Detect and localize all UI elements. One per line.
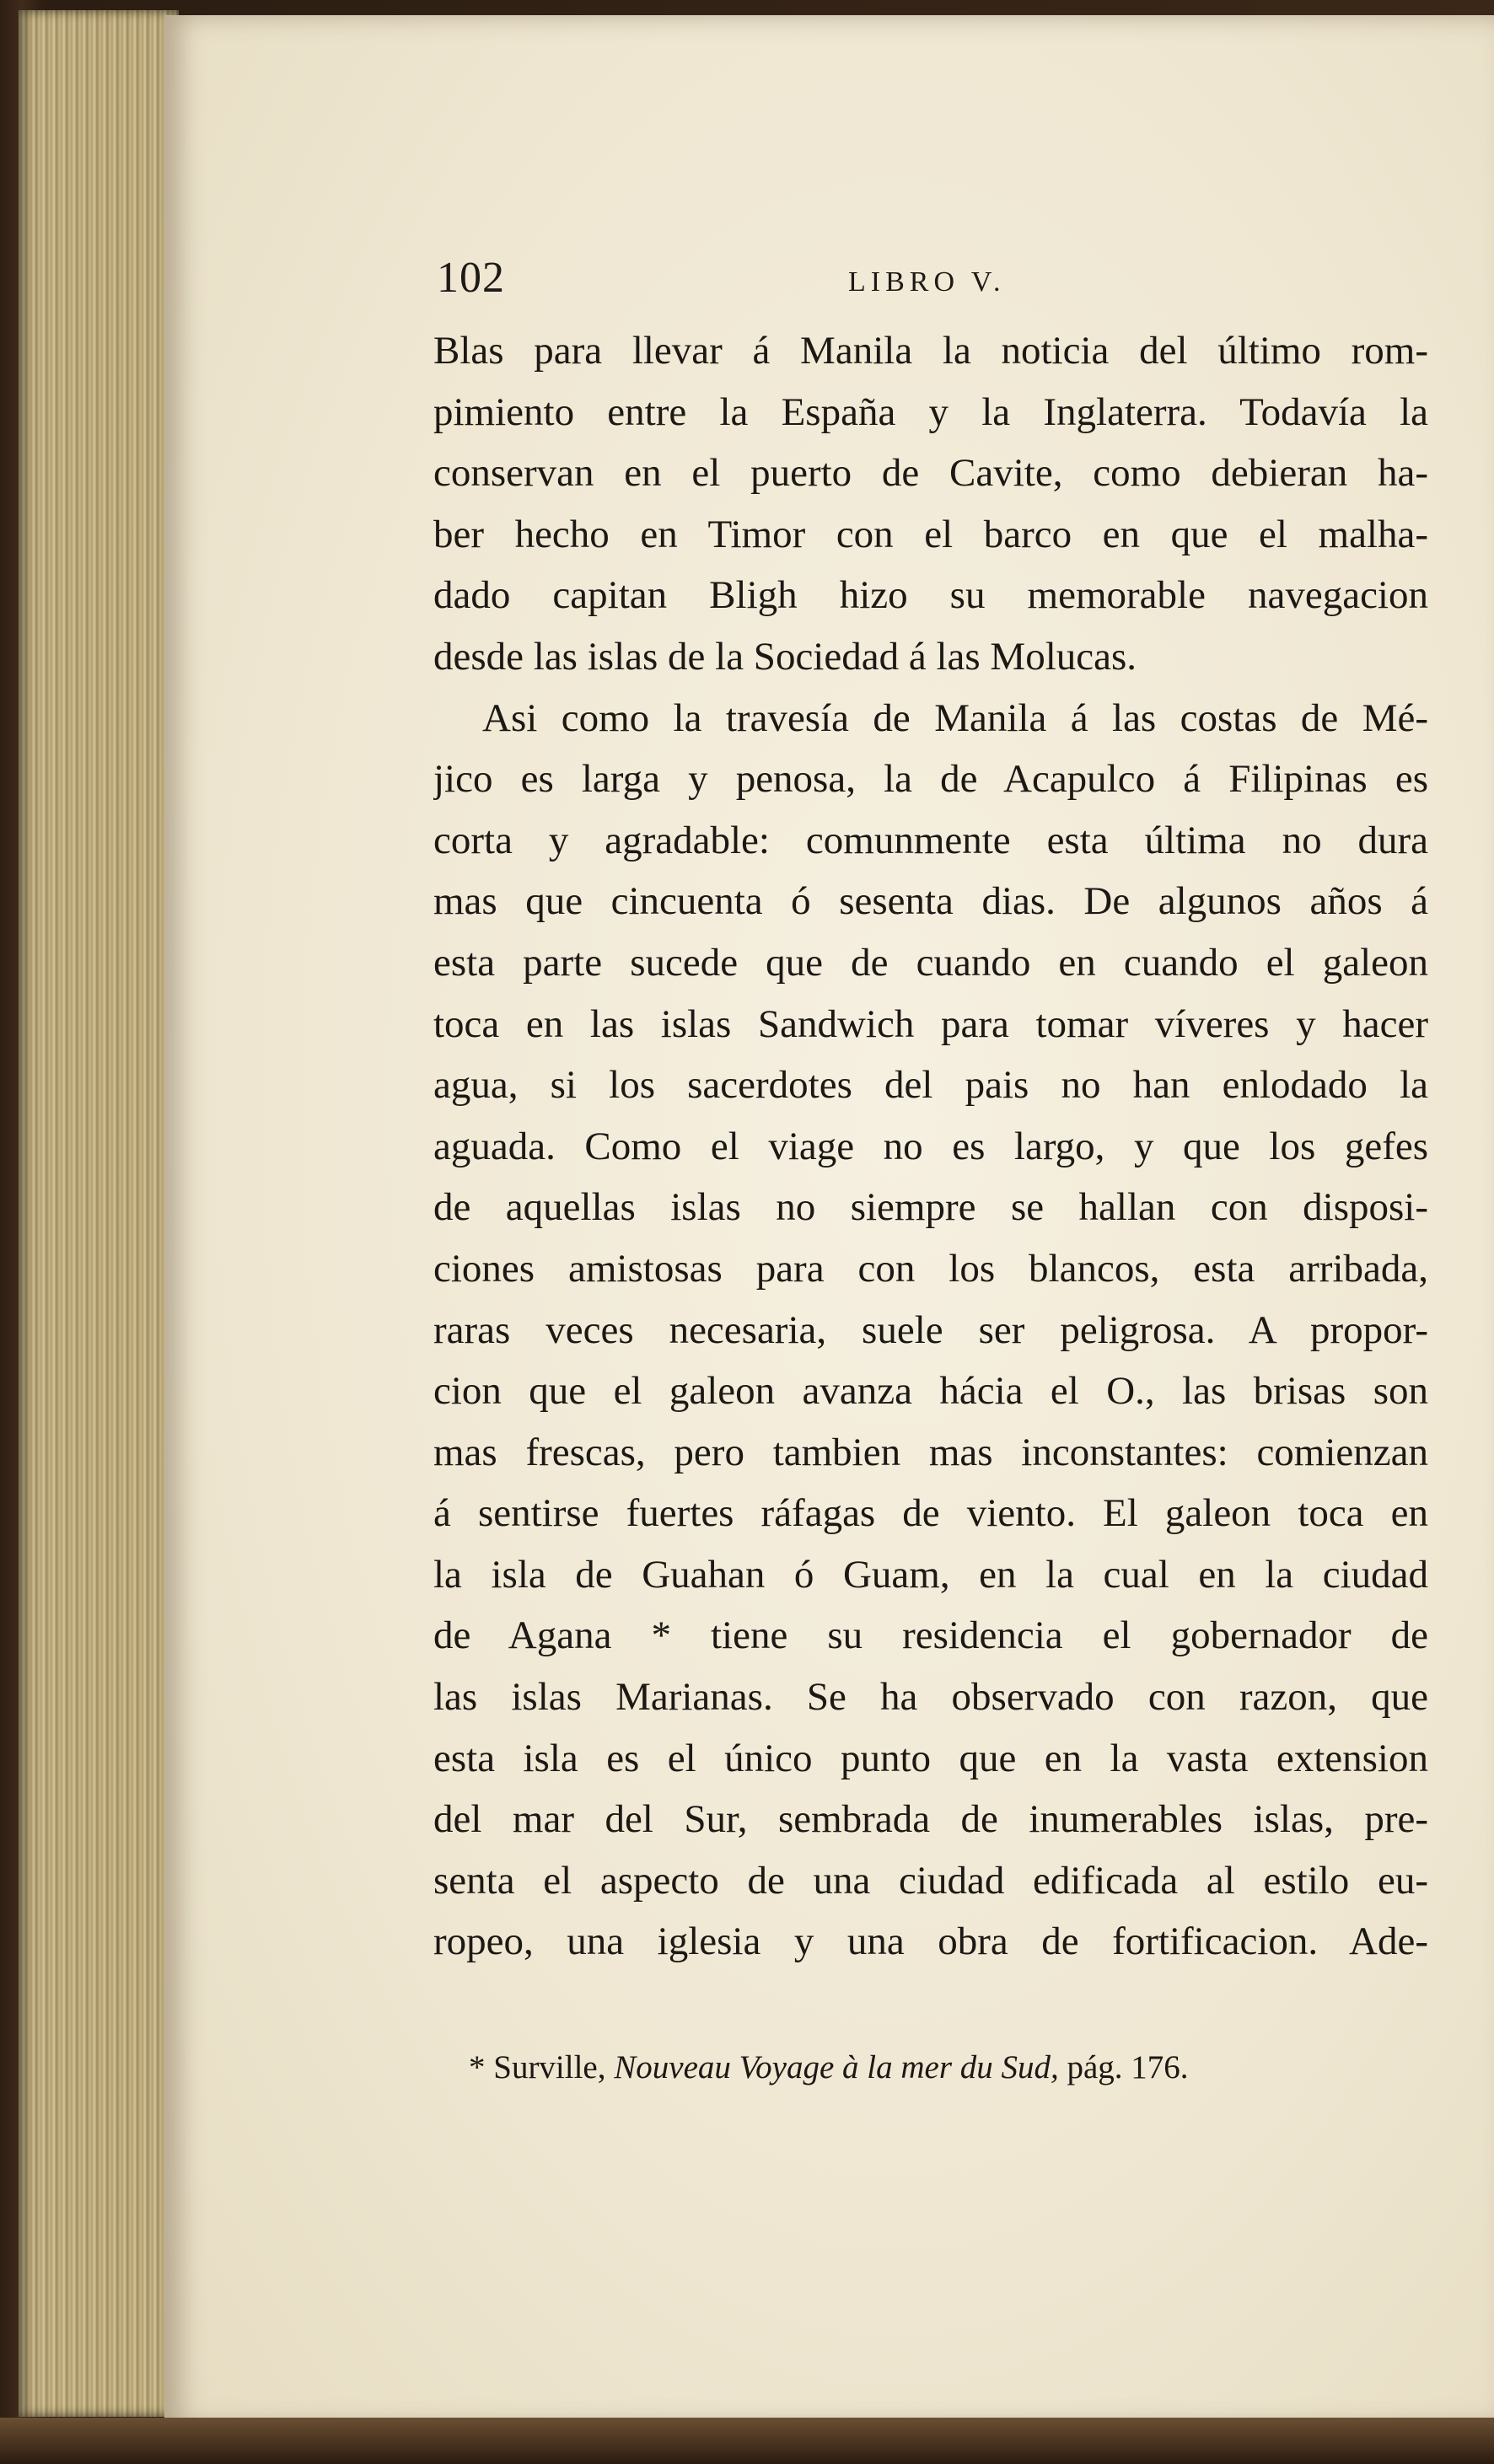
- text-line: Asi como la travesía de Manila á las costas de Mé-: [482, 695, 1428, 740]
- text-line: ciones amistosas para con los blancos, esta arribada,: [433, 1246, 1428, 1291]
- text-line: mas frescas, pero tambien mas inconstantes: comienzan: [433, 1430, 1428, 1474]
- text-line: las islas Marianas. Se ha observado con razon, que: [433, 1675, 1428, 1720]
- text-line: mas que cincuenta ó sesenta dias. De algunos años á: [433, 879, 1428, 924]
- body-text: [433, 320, 1428, 1973]
- text-line: pimiento entre la España y la Inglaterra. Todavía la: [433, 389, 1428, 434]
- text-line: cion que el galeon avanza hácia el O., las brisas son: [433, 1369, 1428, 1414]
- text-line: aguada. Como el viage no es largo, y que los gefes: [433, 1124, 1428, 1168]
- text-line: esta parte sucede que de cuando en cuando el galeon: [433, 940, 1428, 985]
- text-line: agua, si los sacerdotes del pais no han enlodado la: [433, 1063, 1428, 1108]
- footnote-title: Nouveau Voyage à la mer du Sud,: [614, 2049, 1059, 2086]
- footnote-marker: * Surville,: [469, 2049, 606, 2086]
- text-line: toca en las islas Sandwich para tomar víveres y hacer: [433, 1001, 1428, 1046]
- text-line: esta isla es el único punto que en la vasta extension: [433, 1736, 1428, 1780]
- text-line: conservan en el puerto de Cavite, como debieran ha-: [433, 451, 1428, 496]
- page-header: [437, 253, 1432, 312]
- text-line: á sentirse fuertes ráfagas de viento. El galeon toca en: [433, 1491, 1428, 1536]
- text-line: dado capitan Bligh hizo su memorable navegacion: [433, 573, 1428, 618]
- page-edges: [19, 10, 179, 2417]
- footnote-page-ref: pág. 176.: [1067, 2049, 1189, 2086]
- text-line: ropeo, una iglesia y una obra de fortificacion. Ade-: [433, 1919, 1428, 1964]
- text-line: de Agana * tiene su residencia el gobernador de: [433, 1613, 1428, 1658]
- text-line: corta y agradable: comunmente esta última no dura: [433, 818, 1428, 862]
- text-line: desde las islas de la Sociedad á las Molucas.: [433, 634, 1137, 679]
- book-bottom-edge: [0, 2418, 1494, 2464]
- text-line: ber hecho en Timor con el barco en que el malha-: [433, 512, 1428, 556]
- text-line: Blas para llevar á Manila la noticia del último rom-: [433, 329, 1428, 373]
- text-line: la isla de Guahan ó Guam, en la cual en la ciudad: [433, 1552, 1428, 1597]
- text-line: del mar del Sur, sembrada de inumerables islas, pre-: [433, 1797, 1428, 1842]
- footnote: [469, 2048, 1312, 2086]
- text-line: raras veces necesaria, suele ser peligrosa. A propor-: [433, 1307, 1428, 1352]
- page-number: 102: [437, 254, 505, 302]
- text-line: senta el aspecto de una ciudad edificada al estilo eu-: [433, 1858, 1428, 1903]
- text-line: jico es larga y penosa, la de Acapulco á Filipinas es: [433, 757, 1428, 802]
- running-head: LIBRO V.: [848, 266, 1006, 298]
- text-line: de aquellas islas no siempre se hallan con disposi-: [433, 1185, 1428, 1230]
